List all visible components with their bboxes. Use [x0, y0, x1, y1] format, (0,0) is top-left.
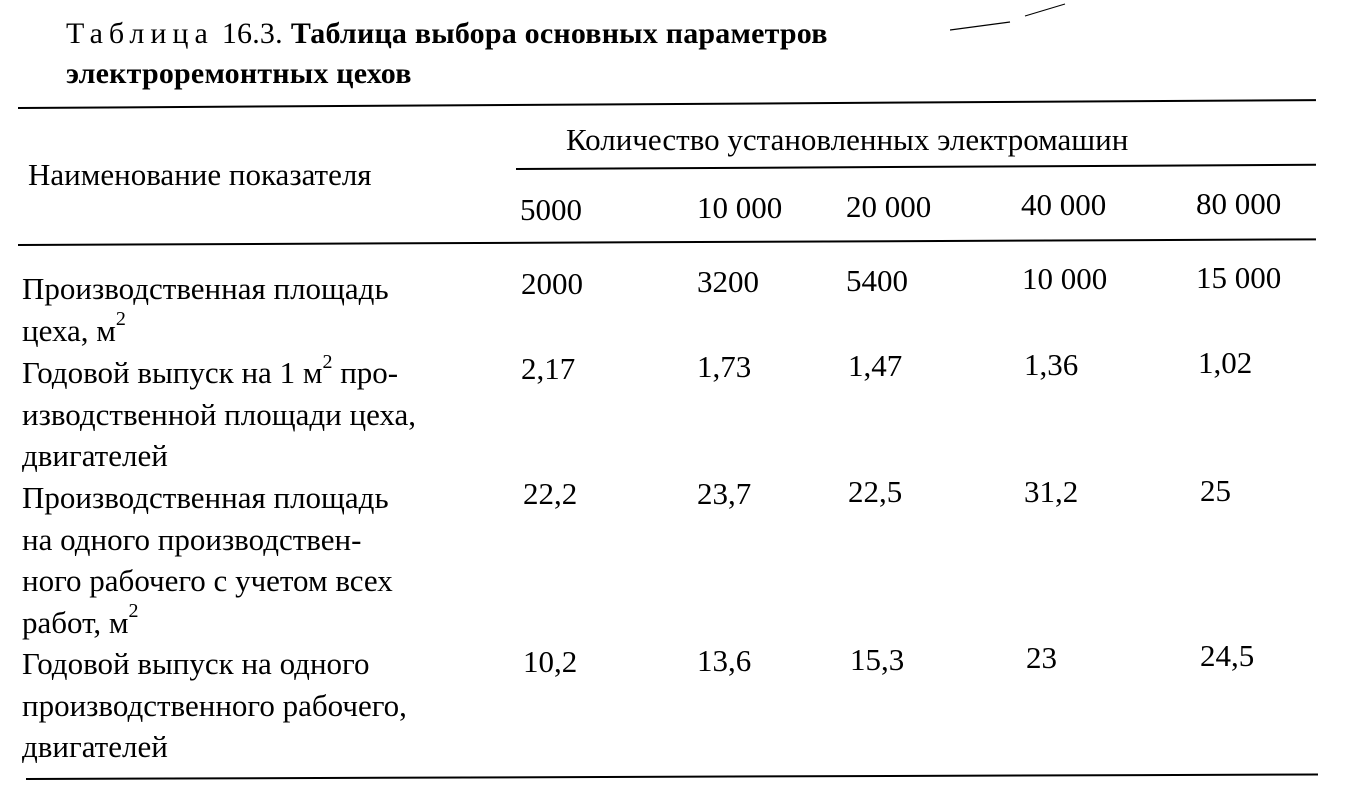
table-cell: 1,47: [848, 348, 903, 383]
table-cell: 23: [1026, 640, 1057, 675]
caption-label: Таблица: [66, 17, 214, 50]
column-header-20000: 20 000: [846, 189, 932, 224]
column-header-10000: 10 000: [697, 190, 783, 225]
table-cell: 24,5: [1200, 638, 1255, 673]
table-top-rule: [18, 99, 1316, 109]
table-cell: 13,6: [697, 643, 752, 678]
table-cell: 22,2: [523, 476, 578, 511]
table-cell: 1,73: [697, 349, 752, 384]
row-label-annual-output-per-worker: Годовой выпуск на одного производственного рабочего, двигателей: [22, 646, 407, 764]
row-label-annual-output-per-m2: Годовой выпуск на 1 $м^2$ про- изводственной площади цеха, двигателей: [22, 350, 417, 473]
pen-stroke-mark: [950, 0, 1070, 40]
table-cell: 15 000: [1196, 260, 1282, 295]
table-cell: 10 000: [1022, 261, 1108, 296]
table-cell: 3200: [697, 264, 759, 299]
table-bottom-rule: [26, 773, 1318, 780]
group-header-rule: [516, 164, 1316, 170]
table-cell: 1,02: [1198, 345, 1253, 380]
caption-title: Таблица выбора основных параметров: [290, 17, 828, 50]
caption-title-continued: электроремонтных цехов: [66, 57, 412, 90]
row-header: Наименование показателя: [28, 157, 372, 192]
group-header: Количество установленных электромашин: [566, 122, 1129, 157]
table-cell: 23,7: [697, 476, 752, 511]
table-cell: 2000: [521, 266, 583, 301]
table-cell: 10,2: [523, 644, 578, 679]
table-cell: 1,36: [1024, 347, 1079, 382]
table-cell: 22,5: [848, 474, 903, 509]
table-cell: 15,3: [850, 642, 905, 677]
caption-line-1: [66, 14, 828, 54]
table-cell: 5400: [846, 263, 908, 298]
table-header-rule: [18, 238, 1316, 246]
table-caption: [66, 14, 828, 94]
table-cell: 31,2: [1024, 474, 1079, 509]
column-header-80000: 80 000: [1196, 186, 1282, 221]
table-cell: 2,17: [521, 351, 576, 386]
row-label-production-area: Производственная площадь цеха, $м^2$: [22, 271, 389, 348]
row-label-area-per-worker: Производственная площадь на одного производствен- ного рабочего с учетом всех работ, $м^2$: [22, 480, 393, 640]
column-header-40000: 40 000: [1021, 187, 1107, 222]
caption-number: 16.3.: [221, 17, 283, 50]
column-header-5000: 5000: [520, 192, 582, 227]
table-cell: 25: [1200, 473, 1231, 508]
